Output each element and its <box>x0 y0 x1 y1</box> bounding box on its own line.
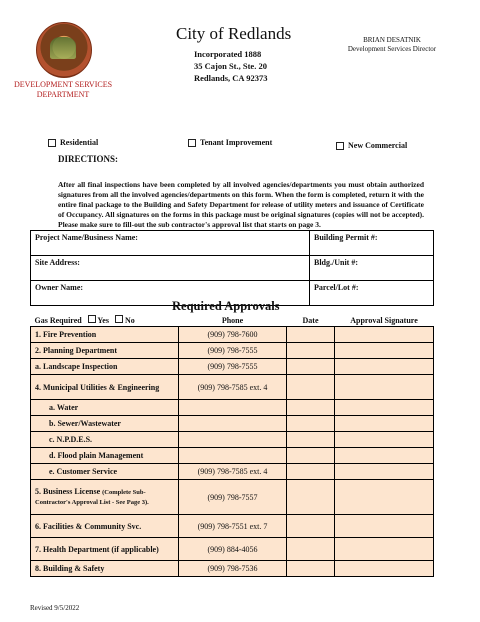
date-field[interactable] <box>287 515 335 538</box>
checkbox-residential[interactable] <box>48 138 98 147</box>
city-address <box>194 48 267 84</box>
directions-title: DIRECTIONS: <box>58 154 119 164</box>
approval-phone: (909) 798-7557 <box>179 480 287 515</box>
bldg-unit-field[interactable] <box>310 256 434 281</box>
revised-date: Revised 9/5/2022 <box>30 604 80 612</box>
date-field[interactable] <box>287 561 335 577</box>
street-line: 35 Cajon St., Ste. 20 <box>194 61 267 71</box>
approval-phone <box>179 416 287 432</box>
approval-phone <box>179 432 287 448</box>
gas-required-label: Gas Required <box>34 316 82 325</box>
approval-phone <box>179 448 287 464</box>
phone-header: Phone <box>179 314 287 327</box>
bldg-unit-label: Bldg./Unit #: <box>314 258 359 267</box>
approval-label-cell <box>31 480 179 515</box>
signature-field[interactable] <box>335 359 434 375</box>
approval-phone: (909) 798-7551 ext. 7 <box>179 515 287 538</box>
gas-yes-checkbox[interactable] <box>88 315 96 323</box>
gas-yes-label: Yes <box>97 316 109 325</box>
approval-row <box>31 561 434 577</box>
signature-field[interactable] <box>335 432 434 448</box>
building-permit-field[interactable] <box>310 231 434 256</box>
date-field[interactable] <box>287 359 335 375</box>
approval-phone: (909) 884-4056 <box>179 538 287 561</box>
approval-phone: (909) 798-7585 ext. 4 <box>179 375 287 400</box>
approval-row <box>31 448 434 464</box>
approval-label: a. Landscape Inspection <box>31 359 179 375</box>
approval-label: 8. Building & Safety <box>31 561 179 577</box>
approval-label: 1. Fire Prevention <box>31 327 179 343</box>
date-field[interactable] <box>287 343 335 359</box>
signature-field[interactable] <box>335 480 434 515</box>
directions-text: After all final inspections have been completed by all involved agencies/departments you must obtain authorized signatures from all the involved agencies/departments on this form. When the form is completed, return it with the entire final package to the Building and Safety Department for release of utility meters and issuance of Certificate of Occupancy. All signatures on the forms in this package must be original signatures (copies will not be accepted). Please make sure to fill-out the sub contractor's approval list that starts on page 3. <box>58 180 424 229</box>
approval-label: 2. Planning Department <box>31 343 179 359</box>
gas-no-label: No <box>124 316 135 325</box>
signature-field[interactable] <box>335 375 434 400</box>
approval-phone <box>179 400 287 416</box>
date-field[interactable] <box>287 464 335 480</box>
approval-row <box>31 343 434 359</box>
project-name-label: Project Name/Business Name: <box>35 233 138 242</box>
checkbox-residential-label: Residential <box>60 138 99 147</box>
signature-field[interactable] <box>335 538 434 561</box>
building-permit-label: Building Permit #: <box>314 233 378 242</box>
required-approvals-title: Required Approvals <box>172 299 280 313</box>
signature-field[interactable] <box>335 343 434 359</box>
parcel-lot-label: Parcel/Lot #: <box>314 283 359 292</box>
approval-phone: (909) 798-7536 <box>179 561 287 577</box>
department-line-1: DEVELOPMENT SERVICES <box>13 80 113 89</box>
date-field[interactable] <box>287 448 335 464</box>
approvals-header-row <box>31 314 434 327</box>
approval-label: 7. Health Department (if applicable) <box>31 538 179 561</box>
gas-required-cell <box>31 314 179 327</box>
approval-phone: (909) 798-7555 <box>179 343 287 359</box>
approval-note: (Complete Sub-Contractor's Approval List - See Page 3). <box>35 489 149 506</box>
approval-row <box>31 538 434 561</box>
approval-row <box>31 375 434 400</box>
signature-field[interactable] <box>335 464 434 480</box>
approval-phone: (909) 798-7585 ext. 4 <box>179 464 287 480</box>
director-title: Development Services Director <box>347 45 437 53</box>
site-address-label: Site Address: <box>35 258 80 267</box>
date-field[interactable] <box>287 538 335 561</box>
project-info-table <box>30 230 434 306</box>
approval-label: c. N.P.D.E.S. <box>31 432 179 448</box>
signature-field[interactable] <box>335 327 434 343</box>
date-field[interactable] <box>287 327 335 343</box>
date-field[interactable] <box>287 480 335 515</box>
incorporated-line: Incorporated 1888 <box>194 49 262 59</box>
approval-label: b. Sewer/Wastewater <box>31 416 179 432</box>
date-field[interactable] <box>287 375 335 400</box>
date-field[interactable] <box>287 416 335 432</box>
checkbox-tenant-improvement-label: Tenant Improvement <box>200 138 273 147</box>
project-name-field[interactable] <box>31 231 310 256</box>
signature-field[interactable] <box>335 515 434 538</box>
checkbox-new-commercial-label: New Commercial <box>348 141 408 150</box>
signature-header: Approval Signature <box>335 314 434 327</box>
approval-row <box>31 464 434 480</box>
approval-label: d. Flood plain Management <box>31 448 179 464</box>
approval-phone: (909) 798-7600 <box>179 327 287 343</box>
approval-row <box>31 416 434 432</box>
signature-field[interactable] <box>335 448 434 464</box>
gas-no-checkbox[interactable] <box>115 315 123 323</box>
department-line-2: DEPARTMENT <box>36 90 90 99</box>
approval-label: 4. Municipal Utilities & Engineering <box>31 375 179 400</box>
approval-row <box>31 327 434 343</box>
checkbox-icon[interactable] <box>48 139 56 147</box>
signature-field[interactable] <box>335 561 434 577</box>
approvals-table <box>30 314 434 577</box>
checkbox-icon[interactable] <box>336 142 344 150</box>
approval-label: 6. Facilities & Community Svc. <box>31 515 179 538</box>
owner-name-label: Owner Name: <box>35 283 84 292</box>
director-name: BRIAN DESATNIK <box>363 36 421 44</box>
checkbox-icon[interactable] <box>188 139 196 147</box>
parcel-lot-field[interactable] <box>310 281 434 306</box>
city-title: City of Redlands <box>176 24 292 43</box>
approval-row <box>31 359 434 375</box>
site-address-field[interactable] <box>31 256 310 281</box>
date-header: Date <box>287 314 335 327</box>
approval-row <box>31 400 434 416</box>
date-field[interactable] <box>287 432 335 448</box>
signature-field[interactable] <box>335 400 434 416</box>
approval-row <box>31 480 434 515</box>
approval-phone: (909) 798-7555 <box>179 359 287 375</box>
date-field[interactable] <box>287 400 335 416</box>
director-block <box>328 36 456 54</box>
approval-label: 5. Business License <box>35 487 101 496</box>
approval-label: e. Customer Service <box>31 464 179 480</box>
approval-label: a. Water <box>31 400 179 416</box>
signature-field[interactable] <box>335 416 434 432</box>
approval-row <box>31 515 434 538</box>
department-name <box>10 80 116 100</box>
checkbox-new-commercial[interactable] <box>336 141 407 150</box>
city-state-zip-line: Redlands, CA 92373 <box>194 73 268 83</box>
seal-emblem-icon <box>50 37 76 59</box>
checkbox-tenant-improvement[interactable] <box>188 138 272 147</box>
approval-row <box>31 432 434 448</box>
